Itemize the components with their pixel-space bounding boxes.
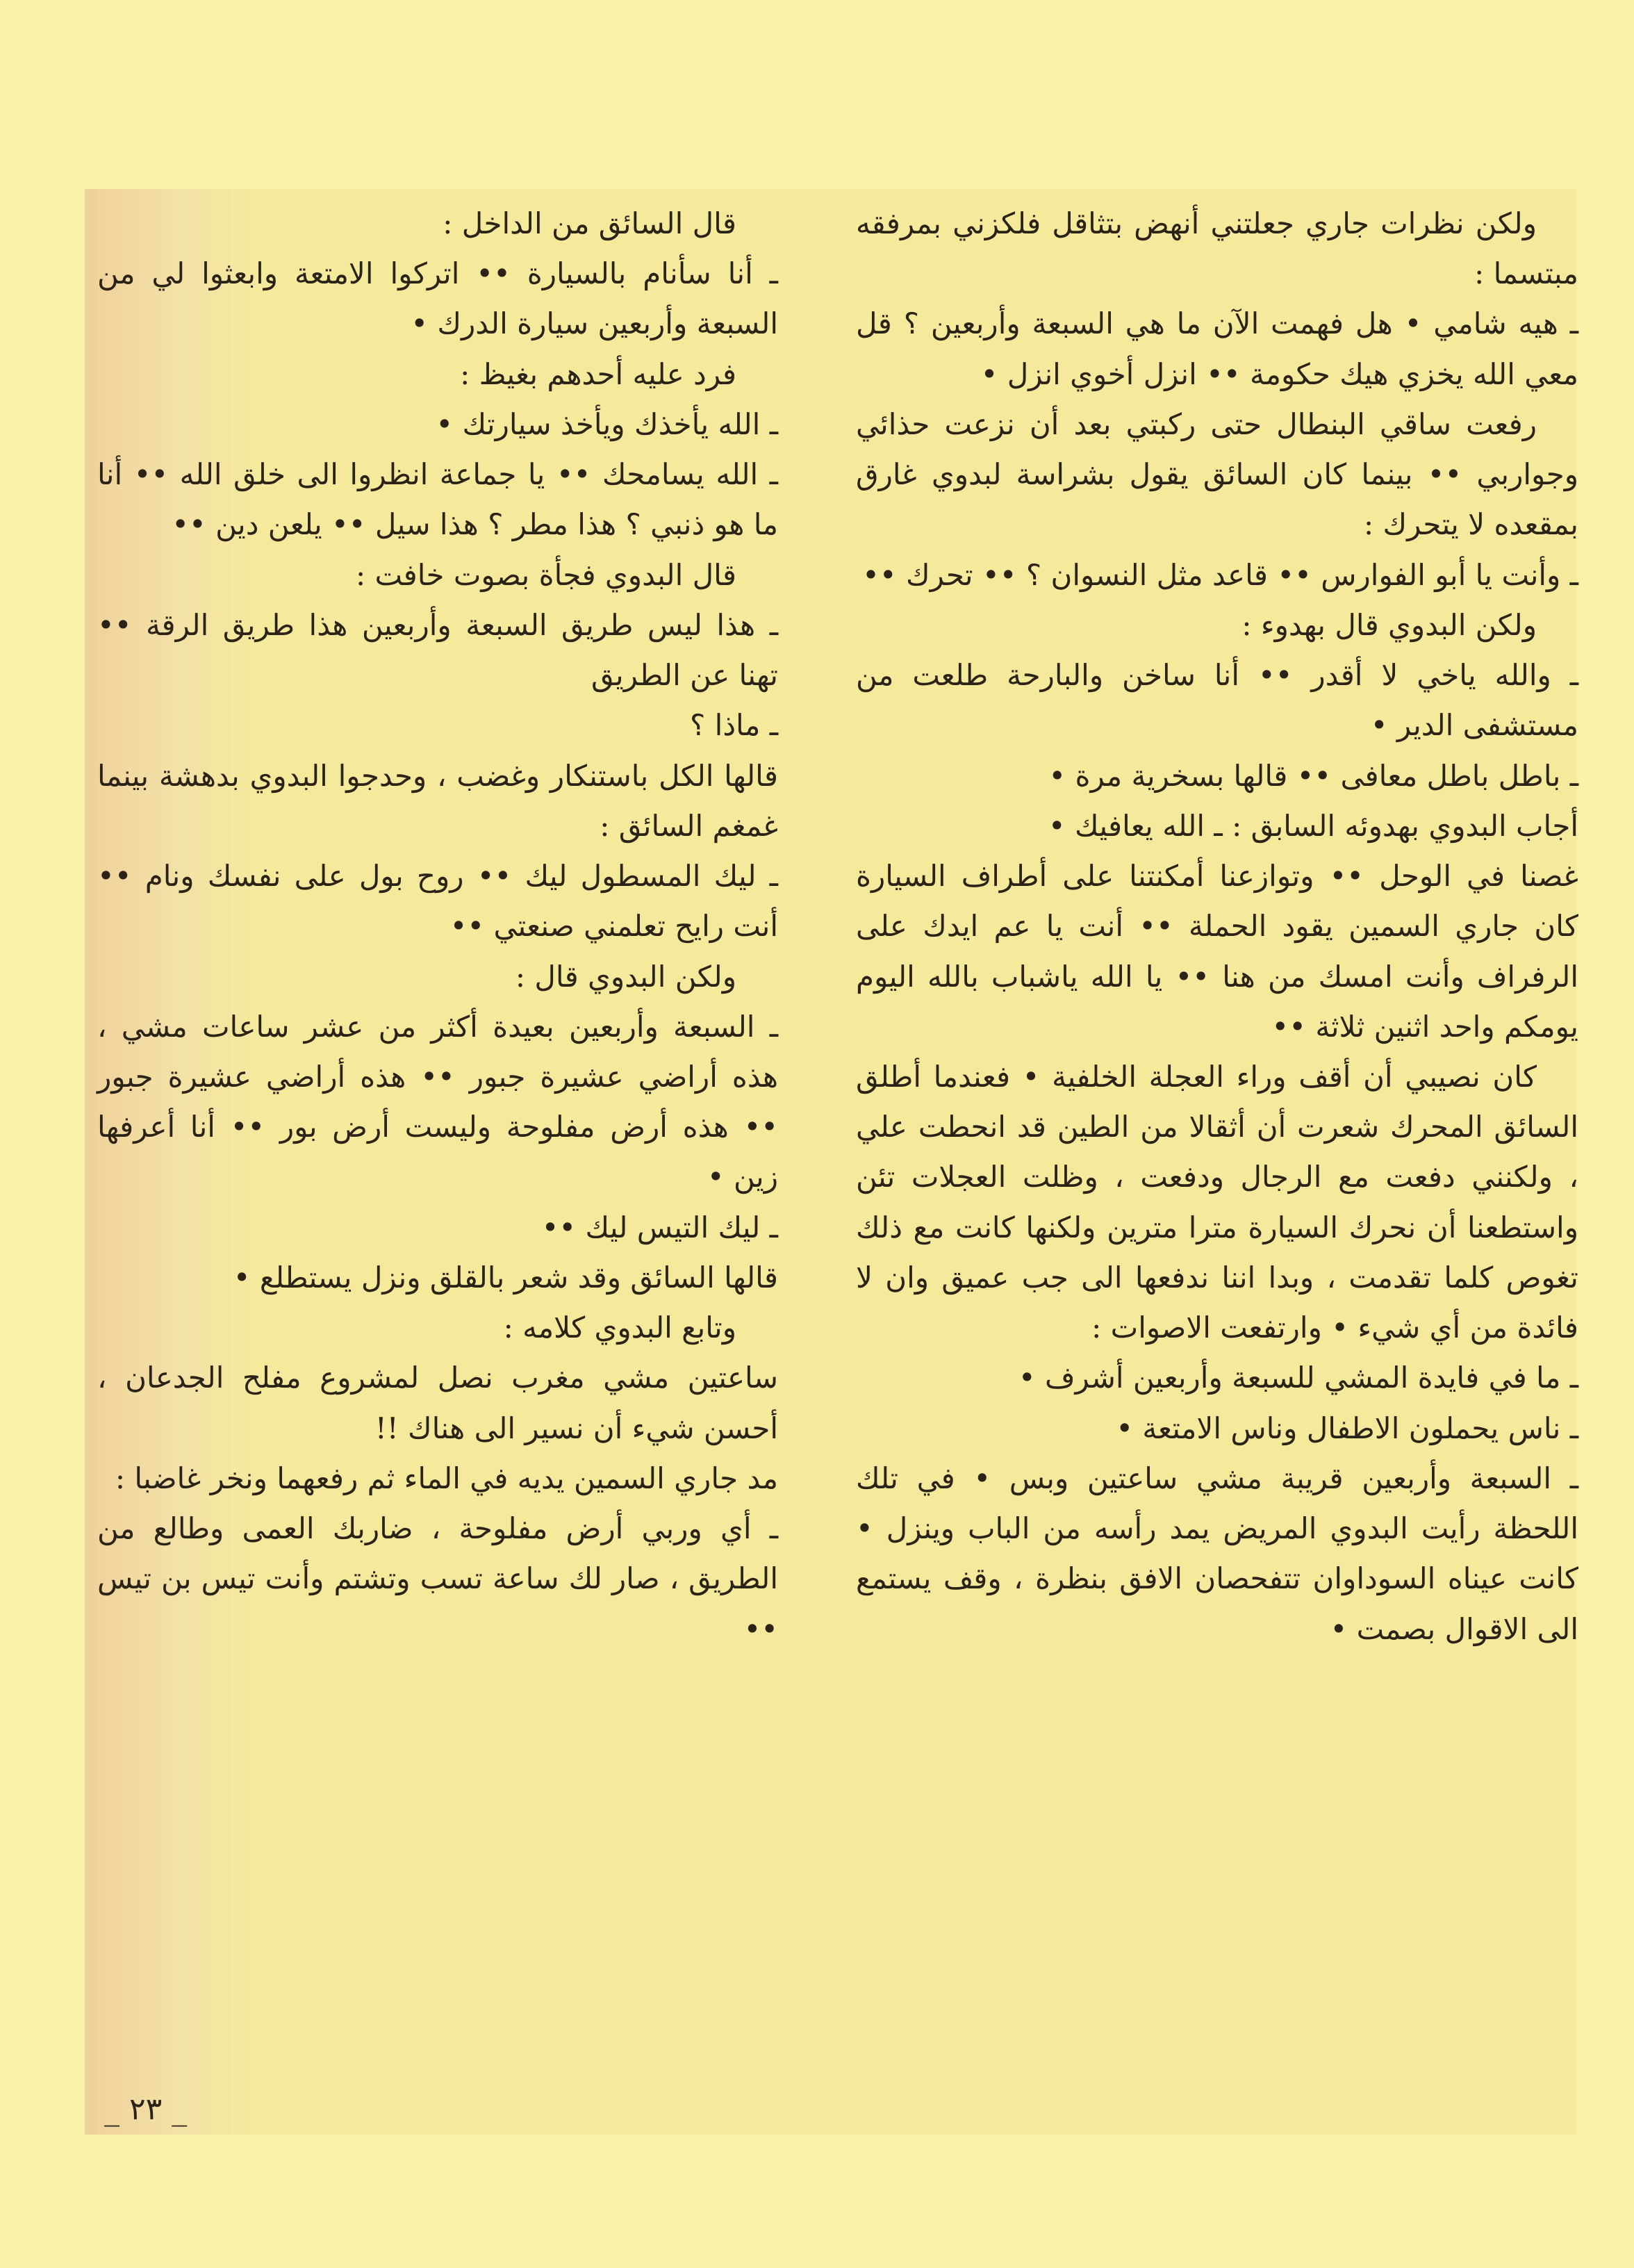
paragraph: ـ وأنت يا أبو الفوارس •• قاعد مثل النسوان ؟ •• تحرك •• xyxy=(862,557,1578,592)
paragraph: ولكن نظرات جاري جعلتني أنهض بتثاقل فلكزني بمرفقه مبتسما : xyxy=(856,206,1578,291)
paragraph: وتابع البدوي كلامه : xyxy=(503,1310,736,1345)
paragraph: ـ باطل باطل معافى •• قالها بسخرية مرة • xyxy=(1048,758,1578,793)
paragraph: ولكن البدوي قال : xyxy=(515,959,736,994)
page-number: _ ٢٣ _ xyxy=(104,2092,188,2127)
paragraph: ـ ليك المسطول ليك •• روح بول على نفسك ونام •• أنت رايح تعلمني صنعتي •• xyxy=(97,859,778,944)
paragraph: ولكن البدوي قال بهدوء : xyxy=(1241,607,1537,642)
paragraph: ـ ما في فايدة المشي للسبعة وأربعين أشرف • xyxy=(1018,1361,1578,1395)
paragraph: كان نصيبي أن أقف وراء العجلة الخلفية • فعندما أطلق السائق المحرك شعرت أن أثقالا من الطين قد انحطت علي ، ولكنني دفعت مع الرجال ودفعت ، وظلت العجلات تئن واستطعنا أن نحرك السيارة مترا مترين ولكنها كانت مع ذلك تغوص كلما تقدمت ، وبدا اننا ندفعها الى جب عميق وان لا فائدة من أي شيء • وارتفعت الاصوات : xyxy=(856,1059,1578,1345)
paragraph: ـ ناس يحملون الاطفال وناس الامتعة • xyxy=(1116,1411,1578,1445)
paragraph: مد جاري السمين يديه في الماء ثم رفعهما ونخر غاضبا : xyxy=(115,1461,778,1495)
paragraph: ـ هيه شامي • هل فهمت الآن ما هي السبعة وأربعين ؟ قل معي الله يخزي هيك حكومة •• انزل أخوي انزل • xyxy=(856,306,1578,391)
paragraph: ـ الله يسامحك •• يا جماعة انظروا الى خلق الله •• أنا ما هو ذنبي ؟ هذا مطر ؟ هذا سيل •• يلعن دين •• xyxy=(97,457,778,542)
paragraph: ـ الله يأخذك ويأخذ سيارتك • xyxy=(436,406,778,441)
right-column xyxy=(856,199,1578,1654)
paragraph: ـ أنا سأنام بالسيارة •• اتركوا الامتعة وابعثوا لي من السبعة وأربعين سيارة الدرك • xyxy=(97,256,778,341)
paragraph: قال البدوي فجأة بصوت خافت : xyxy=(355,557,736,592)
paragraph: قال السائق من الداخل : xyxy=(443,206,736,240)
paragraph: ـ والله ياخي لا أقدر •• أنا ساخن والبارحة طلعت من مستشفى الدير • xyxy=(856,658,1578,743)
paragraph: ـ ليك التيس ليك •• xyxy=(541,1210,778,1244)
paragraph: رفعت ساقي البنطال حتى ركبتي بعد أن نزعت حذائي وجواربي •• بينما كان السائق يقول بشراسة لبدوي غارق بمقعده لا يتحرك : xyxy=(856,406,1578,542)
paragraph: قالها الكل باستنكار وغضب ، وحدجوا البدوي بدهشة بينما غمغم السائق : xyxy=(97,758,778,843)
paragraph: قالها السائق وقد شعر بالقلق ونزل يستطلع • xyxy=(233,1260,778,1295)
paragraph: ـ هذا ليس طريق السبعة وأربعين هذا طريق الرقة •• تهنا عن الطريق xyxy=(97,607,778,693)
paragraph: ـ ماذا ؟ xyxy=(690,708,778,743)
paragraph: ـ السبعة وأربعين قريبة مشي ساعتين وبس • في تلك اللحظة رأيت البدوي المريض يمد رأسه من الباب وينزل • كانت عيناه السوداوان تتفحصان الافق بنظرة ، وقف يستمع الى الاقوال بصمت • xyxy=(856,1461,1578,1646)
paragraph: ـ السبعة وأربعين بعيدة أكثر من عشر ساعات مشي ، هذه أراضي عشيرة جبور •• هذه أراضي عشيرة جبور •• هذه أرض مفلوحة وليست أرض بور •• أنا أعرفها زين • xyxy=(97,1009,778,1194)
paragraph: ساعتين مشي مغرب نصل لمشروع مفلح الجدعان ، أحسن شيء أن نسير الى هناك !! xyxy=(97,1361,778,1445)
paragraph: غصنا في الوحل •• وتوازعنا أمكنتنا على أطراف السيارة كان جاري السمين يقود الحملة •• أنت يا عم ايدك على الرفراف وأنت امسك من هنا •• يا الله ياشباب بالله اليوم يومكم واحد اثنين ثلاثة •• xyxy=(856,859,1578,1044)
paragraph: فرد عليه أحدهم بغيظ : xyxy=(460,356,736,391)
left-column xyxy=(97,199,778,1654)
paragraph: ـ أي وربي أرض مفلوحة ، ضاربك العمى وطالع من الطريق ، صار لك ساعة تسب وتشتم وأنت تيس بن تيس •• xyxy=(97,1511,778,1646)
paragraph: أجاب البدوي بهدوئه السابق : ـ الله يعافيك • xyxy=(1048,808,1578,843)
